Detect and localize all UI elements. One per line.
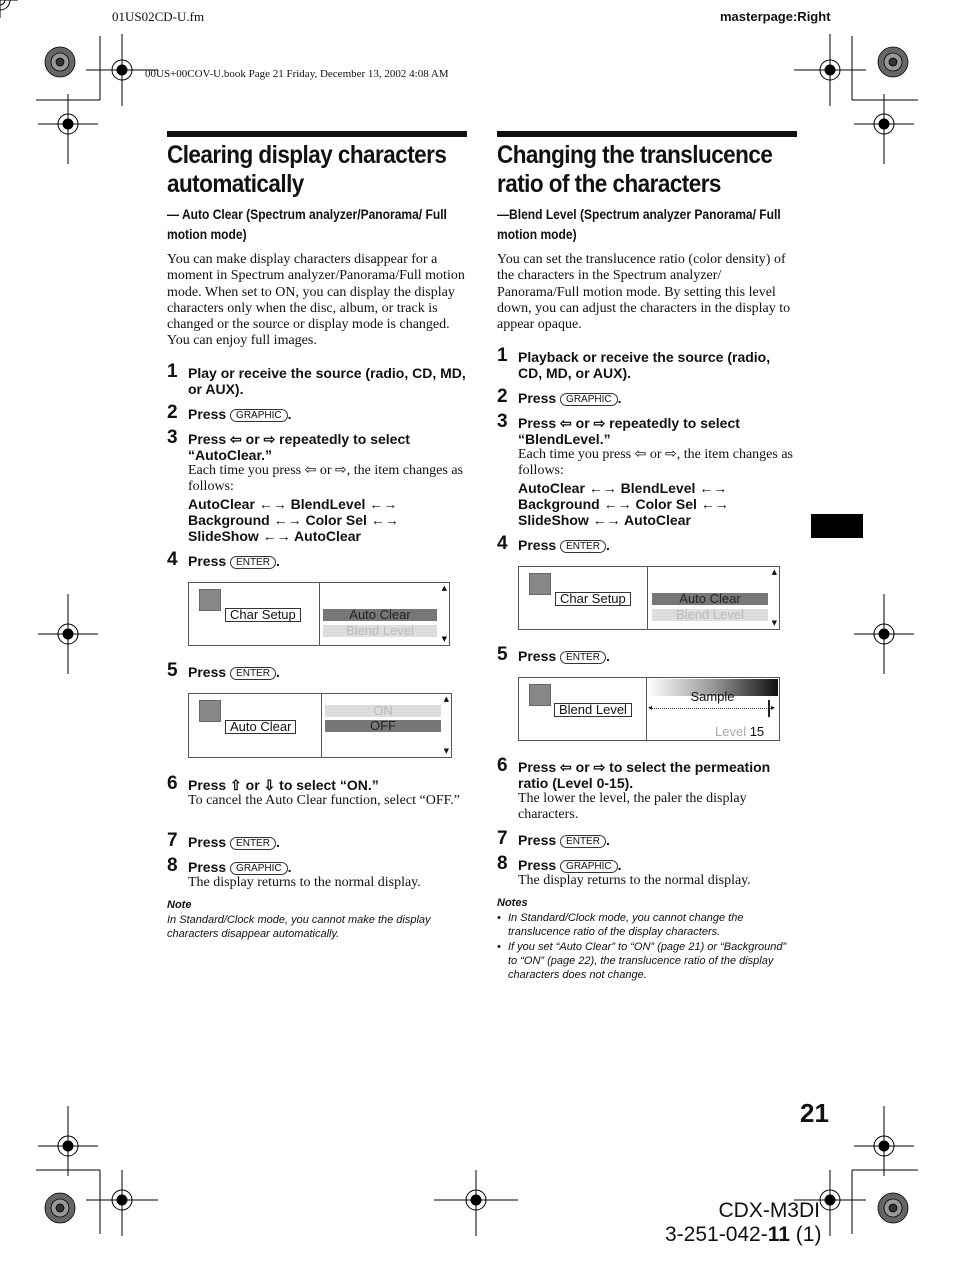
slider-right-arrow-icon: ▸	[771, 703, 776, 712]
left-intro: You can make display characters disappear for a moment in Spectrum analyzer/Panorama/Full motion mode. When set to ON, you can display the display characters only when the disc, album, or track is changed or the source or display mode is changed. You can enjoy full images.	[167, 252, 465, 349]
left-title-rule	[167, 131, 467, 137]
right-intro: You can set the translucence ratio (color density) of the characters in the Spectrum analyzer/ Panorama/Full motion mode. By setting this level down, you can adjust the characters in the display to appear opaque.	[497, 252, 791, 333]
bullet: •	[497, 912, 501, 924]
slider-left-arrow-icon: ◂	[648, 703, 653, 712]
step-text: Press ⇦ or ⇨ to select the permeation ratio (Level 0-15).	[518, 759, 771, 791]
step-text: Press	[518, 390, 557, 406]
display-mode-icon	[199, 589, 221, 611]
scroll-up-icon: ▲	[443, 695, 449, 703]
step-text: Press ⇦ or ⇨ repeatedly to select “AutoClear.”	[188, 431, 410, 463]
note-text: In Standard/Clock mode, you cannot change the translucence ratio of the display characters.	[508, 912, 744, 938]
header-filename: 01US02CD-U.fm	[112, 9, 205, 24]
enter-button[interactable]: ENTER	[560, 540, 606, 553]
step-number: 5	[497, 644, 508, 665]
step-subtext: Each time you press ⇦ or ⇨, the item changes as follows:	[518, 447, 793, 479]
display-mode-icon	[529, 573, 551, 595]
step-number: 2	[167, 402, 178, 423]
step-number: 3	[497, 411, 508, 432]
menu-item: Blend Level	[323, 625, 437, 637]
period: .	[275, 664, 280, 680]
part-number	[665, 1223, 821, 1247]
right-notes-heading: Notes	[497, 897, 528, 909]
screen-label: Char Setup	[225, 608, 301, 622]
period: .	[605, 832, 610, 848]
cycle-line: Background ←→ Color Sel ←→	[188, 511, 399, 528]
display-screen-blend-level	[518, 677, 780, 741]
period: .	[275, 834, 280, 850]
part-number-prefix: 3-251-042-	[665, 1223, 768, 1246]
header-book-line: 00US+00COV-U.book Page 21 Friday, December 13, 2002 4:08 AM	[145, 68, 449, 80]
graphic-button[interactable]: GRAPHIC	[230, 409, 288, 422]
header-masterpage: masterpage:Right	[720, 9, 831, 24]
step-text: Press	[188, 406, 227, 422]
cycle-line: AutoClear ←→ BlendLevel ←→	[518, 479, 728, 496]
right-subtitle: —Blend Level (Spectrum analyzer Panorama/ Full motion mode)	[497, 206, 781, 242]
graphic-button[interactable]: GRAPHIC	[230, 862, 288, 875]
section-thumb-tab	[811, 514, 863, 538]
cycle-line: SlideShow ←→ AutoClear	[518, 511, 691, 528]
step-subtext: The lower the level, the paler the display characters.	[518, 791, 747, 823]
period: .	[287, 406, 292, 422]
step-text: Press ⇧ or ⇩ to select “ON.”	[188, 777, 379, 793]
step-number: 7	[497, 828, 508, 849]
step-number: 1	[497, 345, 508, 366]
level-value: 15	[749, 724, 765, 739]
display-screen-char-setup	[188, 582, 450, 646]
option-off-selected: OFF	[325, 720, 441, 732]
enter-button[interactable]: ENTER	[230, 556, 276, 569]
enter-button[interactable]: ENTER	[560, 835, 606, 848]
screen-label: Auto Clear	[225, 720, 296, 734]
step-subtext: Each time you press ⇦ or ⇨, the item changes as follows:	[188, 463, 463, 495]
step-number: 5	[167, 660, 178, 681]
left-subtitle: — Auto Clear (Spectrum analyzer/Panorama/ Full motion mode)	[167, 206, 447, 242]
level-slider-fill	[651, 708, 773, 711]
step-subtext: The display returns to the normal display.	[518, 873, 751, 888]
step-text: Play or receive the source (radio, CD, MD, or AUX).	[188, 365, 466, 397]
display-screen-char-setup	[518, 566, 780, 630]
part-number-suffix: (1)	[789, 1223, 822, 1246]
cycle-line: AutoClear ←→ BlendLevel ←→	[188, 495, 398, 512]
scroll-down-icon: ▼	[441, 635, 447, 643]
menu-item-selected: Auto Clear	[323, 609, 437, 621]
right-section-title: Changing the translucence ratio of the characters	[497, 141, 773, 198]
period: .	[605, 648, 610, 664]
step-text: Press	[518, 857, 557, 873]
menu-item: Blend Level	[652, 609, 768, 621]
cycle-line: SlideShow ←→ AutoClear	[188, 527, 361, 544]
graphic-button[interactable]: GRAPHIC	[560, 393, 618, 406]
level-word: Level	[715, 724, 747, 739]
scroll-down-icon: ▼	[443, 747, 449, 755]
step-text: Press	[518, 648, 557, 664]
step-text: Press	[188, 834, 227, 850]
display-mode-icon	[199, 700, 221, 722]
step-number: 8	[497, 853, 508, 874]
period: .	[617, 857, 622, 873]
step-text: Press ⇦ or ⇨ repeatedly to select “BlendLevel.”	[518, 415, 740, 447]
enter-button[interactable]: ENTER	[230, 837, 276, 850]
step-number: 3	[167, 427, 178, 448]
step-number: 2	[497, 386, 508, 407]
cycle-line: Background ←→ Color Sel ←→	[518, 495, 729, 512]
scroll-down-icon: ▼	[771, 619, 777, 627]
note-text: If you set “Auto Clear” to “ON” (page 21) or “Background” to “ON” (page 22), the translucence ratio of the display characters does not change.	[508, 941, 787, 981]
bullet: •	[497, 941, 501, 953]
step-text: Press	[518, 832, 557, 848]
scroll-up-icon: ▲	[771, 568, 777, 576]
step-number: 6	[167, 773, 178, 794]
step-subtext: To cancel the Auto Clear function, select “OFF.”	[188, 793, 460, 808]
step-number: 6	[497, 755, 508, 776]
menu-item-selected: Auto Clear	[652, 593, 768, 605]
step-text: Playback or receive the source (radio, CD, MD, or AUX).	[518, 349, 771, 381]
scroll-up-icon: ▲	[441, 584, 447, 592]
step-number: 4	[497, 533, 508, 554]
step-subtext: The display returns to the normal display.	[188, 875, 421, 890]
step-number: 1	[167, 361, 178, 382]
period: .	[275, 553, 280, 569]
left-note-heading: Note	[167, 899, 192, 911]
enter-button[interactable]: ENTER	[230, 667, 276, 680]
level-slider-thumb	[768, 700, 770, 717]
left-section-title: Clearing display characters automatically	[167, 141, 447, 198]
graphic-button[interactable]: GRAPHIC	[560, 860, 618, 873]
display-screen-auto-clear	[188, 693, 452, 758]
step-text: Press	[188, 859, 227, 875]
enter-button[interactable]: ENTER	[560, 651, 606, 664]
period: .	[617, 390, 622, 406]
level-readout	[715, 725, 764, 738]
model-name: CDX-M3DI	[718, 1199, 820, 1222]
period: .	[605, 537, 610, 553]
left-note: In Standard/Clock mode, you cannot make the display characters disappear automatically.	[167, 914, 431, 940]
screen-label: Blend Level	[554, 703, 632, 717]
sample-text: Sample	[690, 689, 735, 704]
step-number: 7	[167, 830, 178, 851]
step-number: 8	[167, 855, 178, 876]
step-number: 4	[167, 549, 178, 570]
page-number: 21	[800, 1098, 829, 1128]
step-text: Press	[188, 664, 227, 680]
right-note-2	[497, 940, 797, 982]
right-note-1	[497, 911, 797, 939]
screen-label: Char Setup	[555, 592, 631, 606]
step-text: Press	[188, 553, 227, 569]
step-text: Press	[518, 537, 557, 553]
right-title-rule	[497, 131, 797, 137]
display-mode-icon	[529, 684, 551, 706]
period: .	[287, 859, 292, 875]
part-number-version: 11	[767, 1223, 790, 1246]
option-on: ON	[325, 705, 441, 717]
